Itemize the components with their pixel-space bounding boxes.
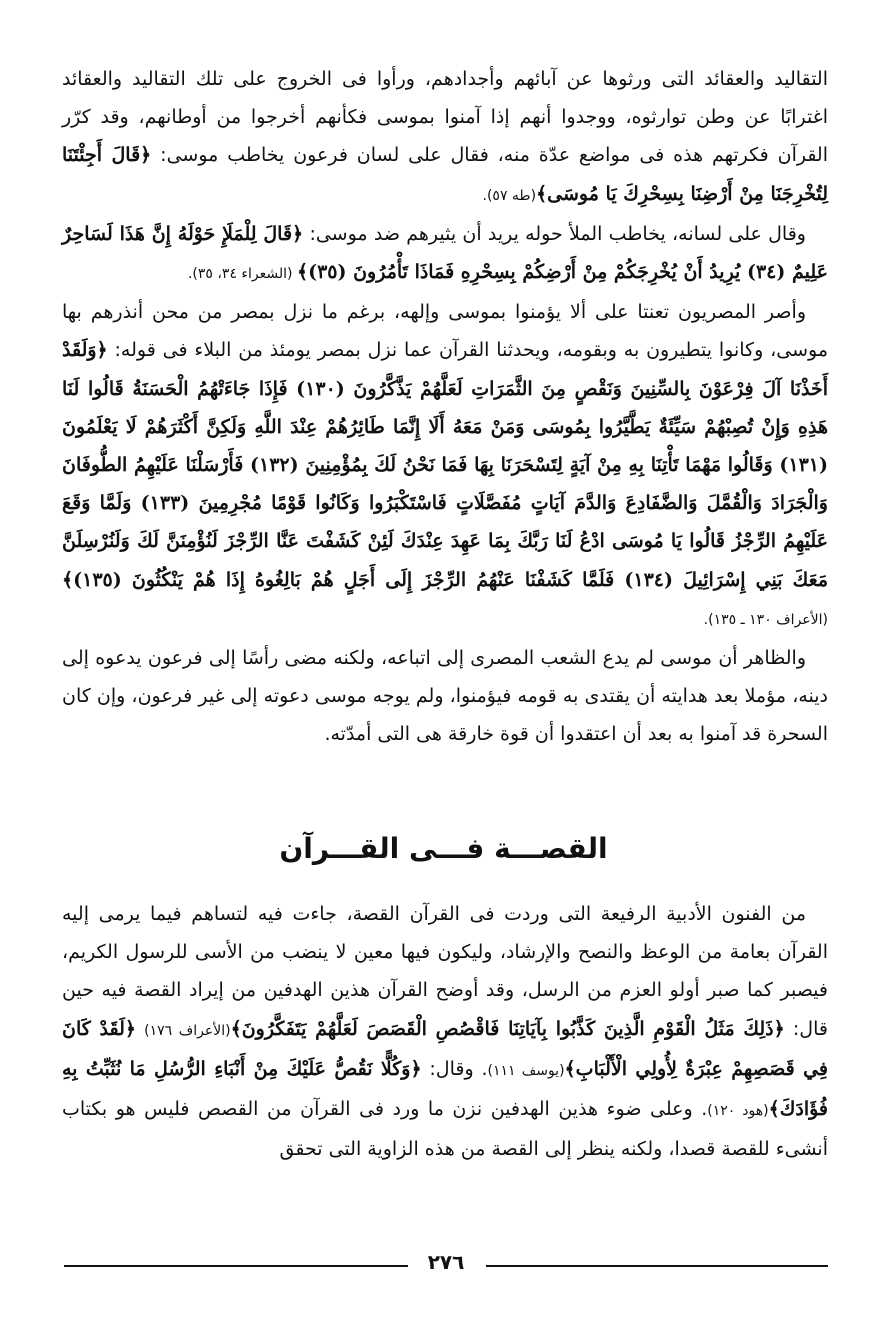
quran-verse: ﴿وَلَقَدْ أَخَذْنَا آلَ فِرْعَوْنَ بِالسِّنِينَ وَنَقْصٍ مِنَ الثَّمَرَاتِ لَعَلَّهُمْ يَذَّكَّرُونَ (١٣٠) فَإِذَا جَاءَتْهُمُ الْحَسَنَةُ قَالُوا لَنَا هَذِهِ وَإِنْ تُصِبْهُمْ سَيِّئَةٌ يَطَّيَّرُوا بِمُوسَى وَمَنْ مَعَهُ أَلَا إِنَّمَا طَائِرُهُمْ عِنْدَ اللَّهِ وَلَكِنَّ أَكْثَرَهُمْ لَا يَعْلَمُونَ (١٣١) وَقَالُوا مَهْمَا تَأْتِنَا بِهِ مِنْ آيَةٍ لِتَسْحَرَنَا بِهَا فَمَا نَحْنُ لَكَ بِمُؤْمِنِينَ (١٣٢) فَأَرْسَلْنَا عَلَيْهِمُ الطُّوفَانَ وَالْجَرَادَ وَالْقُمَّلَ وَالضَّفَادِعَ وَالدَّمَ آيَاتٍ مُفَصَّلَاتٍ فَاسْتَكْبَرُوا وَكَانُوا قَوْمًا مُجْرِمِينَ (١٣٣) وَلَمَّا وَقَعَ عَلَيْهِمُ الرِّجْزُ قَالُوا يَا مُوسَى ادْعُ لَنَا رَبَّكَ بِمَا عَهِدَ عِنْدَكَ لَئِنْ كَشَفْتَ عَنَّا الرِّجْزَ لَنُؤْمِنَنَّ لَكَ وَلَنُرْسِلَنَّ مَعَكَ بَنِي إِسْرَائِيلَ (١٣٤) فَلَمَّا كَشَفْنَا عَنْهُمُ الرِّجْزَ إِلَى أَجَلٍ هُمْ بَالِغُوهُ إِذَا هُمْ يَنْكُثُونَ (١٣٥)﴾ [62,339,829,591]
quran-verse: ﴿قَالَ أَجِئْتَنَا لِتُخْرِجَنَا مِنْ أَرْضِنَا بِسِحْرِكَ يَا مُوسَى﴾ [62,144,828,205]
paragraph [62,60,828,215]
paragraph-text: وأصر المصريون تعنتا على ألا يؤمنوا بموسى وإلهه، برغم ما نزل بمصر من محن أنذرهم بها موسى، وكانوا يتطيرون به وبقومه، ويحدثنا القرآن عما نزل بمصر يومئذ من البلاء فى قوله: [62,301,828,362]
paragraph-text: . وعلى ضوء هذين الهدفين نزن ما ورد فى القرآن من القصص فليس هو بكتاب أنشىء للقصة قصدا، ولكنه ينظر إلى القصة من هذه الزاوية التى تحقق [62,1098,828,1161]
body-text-section-2 [62,895,828,1168]
body-text-section-1 [62,60,828,754]
section-heading-wrap [0,832,887,865]
quran-verse: ﴿قَالَ لِلْمَلَإِ حَوْلَهُ إِنَّ هَذَا لَسَاحِرٌ عَلِيمٌ (٣٤) يُرِيدُ أَنْ يُخْرِجَكُمْ مِنْ أَرْضِكُمْ بِسِحْرِهِ فَمَاذَا تَأْمُرُونَ (٣٥)﴾ [62,222,828,284]
paragraph-text: وقال على لسانه، يخاطب الملأ حوله يريد أن يثيرهم ضد موسى: [303,222,806,245]
verse-reference: (طه ٥٧). [482,187,537,204]
paragraph [62,293,828,639]
paragraph [62,639,828,754]
verse-reference: (يوسف ١١١) [487,1062,565,1079]
section-heading: القصـــة فـــى القـــرآن [279,832,608,865]
verse-reference: (هود ١٢٠) [707,1103,769,1120]
page-number: ٢٧٦ [427,1250,465,1274]
paragraph-text [136,1018,144,1040]
quran-verse: ﴿ذَلِكَ مَثَلُ الْقَوْمِ الَّذِينَ كَذَّبُوا بِآيَاتِنَا فَاقْصُصِ الْقَصَصَ لَعَلَّهُمْ يَتَفَكَّرُونَ﴾ [230,1017,785,1040]
quran-verse: ﴿لَقَدْ كَانَ فِي قَصَصِهِمْ عِبْرَةٌ لِأُولِي الْأَلْبَابِ﴾ [62,1017,828,1080]
paragraph-text: . وقال: [421,1057,488,1080]
paragraph-text: من الفنون الأدبية الرفيعة التى وردت فى القرآن القصة، جاءت فيه لتساهم فيما يرمى إليه القرآن بعامة من الوعظ والنصح والإرشاد، وليكون فيها معين لا ينضب من الأسى للرسول الكريم، فيصبر كما صبر أولو العزم من الرسل، وقد أوضح القرآن هذين الهدفين من إيراد القصة فيه حين قال: [62,903,828,1040]
paragraph [62,215,828,293]
verse-reference: (الأعراف ١٧٦) [144,1022,231,1039]
quran-verse: ﴿وَكُلًّا نَقُصُّ عَلَيْكَ مِنْ أَنْبَاءِ الرُّسُلِ مَا نُثَبِّتُ بِهِ فُؤَادَكَ﴾ [62,1057,829,1121]
paragraph-text: التقاليد والعقائد التى ورثوها عن آبائهم وأجدادهم، ورأوا فى الخروج على تلك التقاليد والعقائد اغترابًا عن وطن توارثوه، ووجدوا أنهم إذا آمنوا بموسى فكأنهم أخرجوا من أوطانهم، وقد كرّر القرآن فكرتهم هذه فى مواضع عدّة منه، فقال على لسان فرعون يخاطب موسى: [62,68,829,167]
verse-reference: (الشعراء ٣٤، ٣٥). [187,266,297,283]
footer-rule-right [486,1265,828,1267]
paragraph [62,895,828,1168]
paragraph-text: والظاهر أن موسى لم يدع الشعب المصرى إلى اتباعه، ولكنه مضى رأسًا إلى فرعون يدعوه إلى دينه، مؤملا بعد هدايته أن يقتدى به قومه فيؤمنوا، ولم يوجه موسى دعوته إلى غير فرعون، وإن كان السحرة قد آمنوا به بعد أن اعتقدوا أن قوة خارقة هى التى أمدّته. [62,647,828,746]
verse-reference: (الأعراف ١٣٠ ـ ١٣٥). [703,611,828,628]
footer-rule-left [64,1265,408,1267]
